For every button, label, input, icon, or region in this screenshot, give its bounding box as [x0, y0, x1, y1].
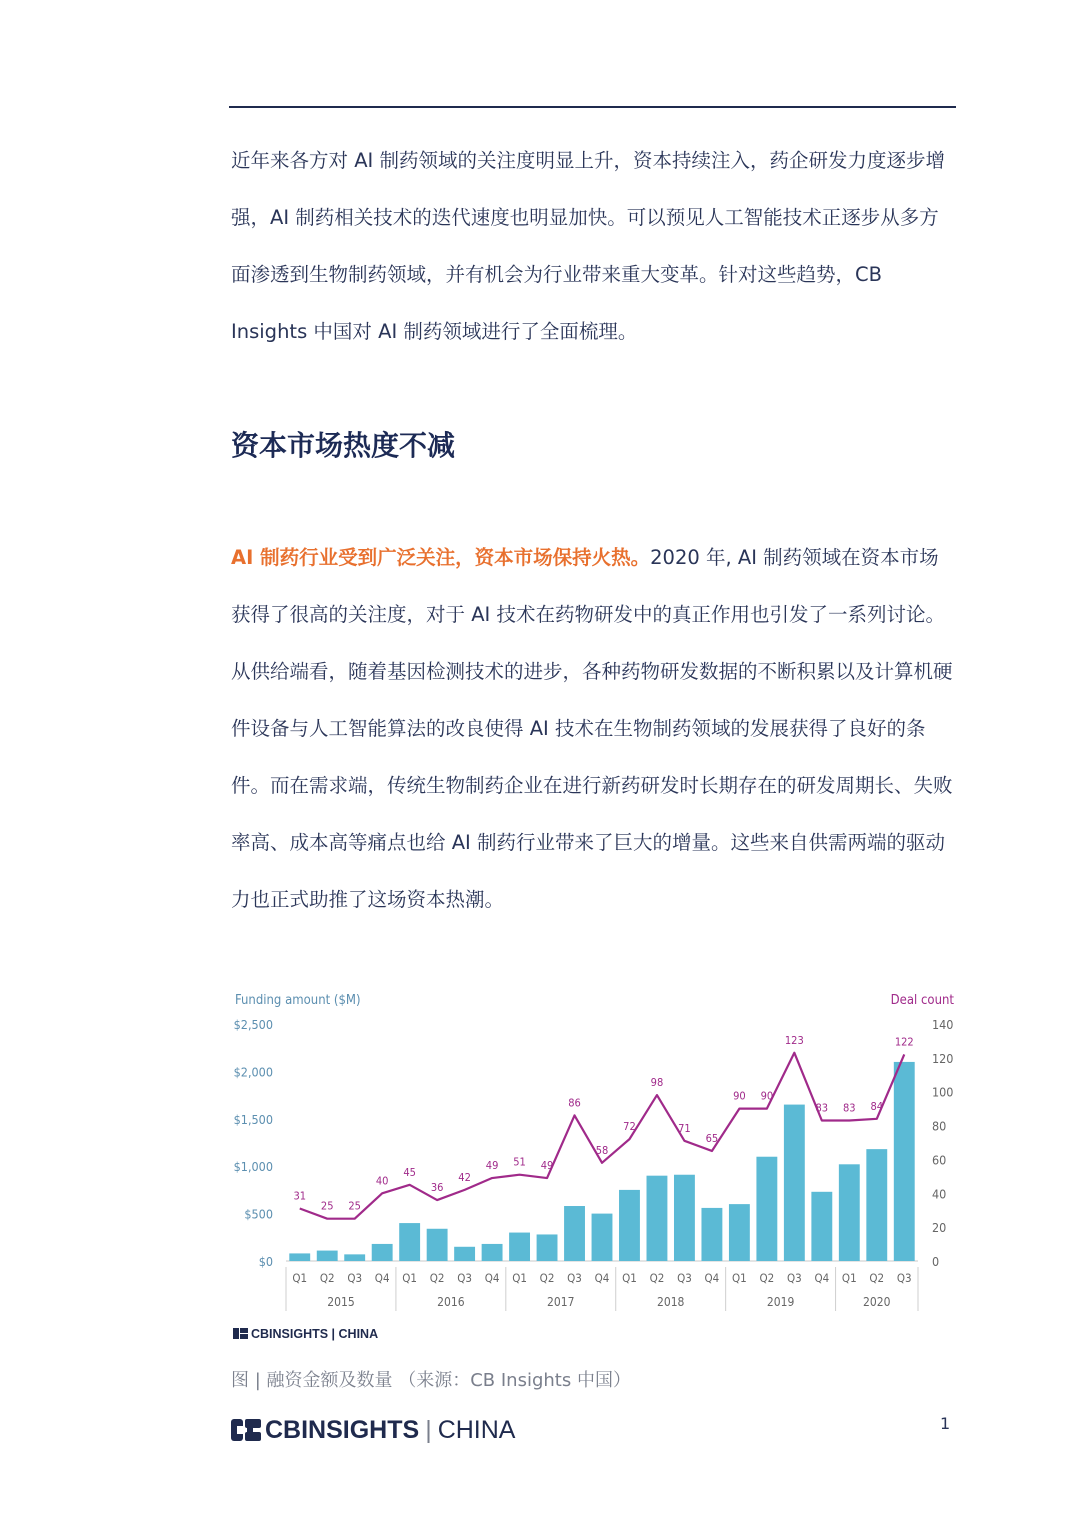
quarter-label: Q1	[512, 1271, 527, 1285]
section-paragraph	[231, 529, 956, 928]
logo-text-cbinsights: CBINSIGHTS	[265, 1415, 420, 1444]
funding-bar	[564, 1206, 585, 1261]
year-label: 2018	[656, 1295, 685, 1309]
funding-bar	[811, 1192, 832, 1261]
chart-logo-mark	[233, 1328, 239, 1339]
funding-bar	[784, 1105, 805, 1261]
deal-count-label: 36	[430, 1181, 444, 1195]
quarter-label: Q1	[622, 1271, 637, 1285]
quarter-label: Q1	[402, 1271, 418, 1285]
deal-count-label: 49	[485, 1159, 499, 1173]
right-tick-label: 40	[932, 1186, 947, 1202]
funding-bar	[454, 1247, 475, 1261]
deal-count-label: 65	[705, 1131, 719, 1145]
quarter-label: Q1	[292, 1271, 308, 1285]
right-tick-label: 80	[932, 1118, 947, 1134]
right-tick-label: 100	[932, 1084, 954, 1100]
quarter-label: Q3	[457, 1271, 472, 1285]
quarter-label: Q2	[429, 1271, 445, 1285]
figure-caption: 图 | 融资金额及数量 （来源：CB Insights 中国）	[231, 1370, 631, 1391]
quarter-label: Q3	[677, 1271, 692, 1285]
funding-bar	[866, 1149, 887, 1261]
deal-count-label: 31	[293, 1189, 307, 1203]
deal-count-label: 25	[320, 1199, 334, 1213]
deal-count-label: 25	[348, 1199, 361, 1213]
year-label: 2015	[327, 1295, 355, 1309]
section-heading: 资本市场热度不减	[231, 429, 456, 462]
left-tick-label: $1,500	[233, 1111, 273, 1127]
deal-count-label: 98	[650, 1076, 664, 1090]
quarter-label: Q4	[704, 1271, 720, 1285]
quarter-label: Q4	[594, 1271, 610, 1285]
deal-count-label: 83	[843, 1101, 856, 1115]
deal-count-label: 51	[513, 1155, 526, 1169]
logo-text-china: CHINA	[437, 1415, 516, 1444]
deal-count-label: 84	[870, 1099, 884, 1113]
funding-bar	[839, 1164, 860, 1261]
deal-count-label: 90	[760, 1089, 774, 1103]
quarter-label: Q4	[814, 1271, 830, 1285]
deal-count-label: 45	[403, 1165, 416, 1179]
quarter-label: Q2	[539, 1271, 555, 1285]
deal-count-label: 86	[568, 1096, 581, 1110]
funding-bar	[756, 1157, 777, 1261]
deal-count-label: 42	[458, 1170, 471, 1184]
highlight-text: AI 制药行业受到广泛关注，资本市场保持火热。	[231, 546, 651, 569]
funding-bar	[399, 1223, 420, 1261]
funding-bar	[674, 1175, 695, 1261]
section-body-text: 2020 年, AI 制药领域在资本市场获得了很高的关注度，对于 AI 技术在药物研发中的真正作用也引发了一系列讨论。从供给端看，随着基因检测技术的进步，各种药物研发数据的不断积累以及计算机硬件设备与人工智能算法的改良使得 AI 技术在生物制药领域的发展获得了良好的条件。而在需求端，传统生物制药企业在进行新药研发时长期存在的研发周期长、失败率高、成本高等痛点也给 AI 制药行业带来了巨大的增量。这些来自供需两端的驱动力也正式助推了这场资本热潮。	[231, 546, 953, 911]
left-tick-label: $500	[244, 1206, 273, 1222]
chart-logo-text: CBINSIGHTS | CHINA	[251, 1327, 379, 1341]
right-tick-label: 0	[932, 1254, 940, 1269]
chart-logo-mark	[240, 1328, 248, 1333]
left-tick-label: $0	[258, 1254, 273, 1269]
left-tick-label: $1,000	[233, 1159, 273, 1175]
year-label: 2016	[437, 1295, 465, 1309]
year-label: 2020	[863, 1295, 891, 1309]
quarter-label: Q4	[374, 1271, 390, 1285]
right-axis-title: Deal count	[890, 993, 954, 1008]
funding-bar	[592, 1214, 613, 1261]
deal-count-label: 122	[894, 1035, 914, 1049]
left-tick-label: $2,000	[233, 1064, 273, 1080]
quarter-label: Q1	[732, 1271, 747, 1285]
funding-bar	[372, 1244, 393, 1261]
funding-bar	[344, 1254, 365, 1261]
funding-bar	[701, 1208, 722, 1261]
funding-bar	[317, 1251, 338, 1261]
cbinsights-logo-icon	[231, 1419, 261, 1441]
footer-logo	[231, 1412, 515, 1448]
deal-count-label: 83	[815, 1101, 829, 1115]
deal-count-label: 71	[678, 1121, 691, 1135]
left-tick-label: $2,500	[233, 1017, 273, 1032]
left-axis-title: Funding amount ($M)	[235, 993, 361, 1008]
quarter-label: Q3	[896, 1271, 912, 1285]
logo-separator: |	[425, 1415, 432, 1444]
page-number: 1	[940, 1414, 951, 1433]
year-label: 2019	[766, 1295, 795, 1309]
right-tick-label: 20	[932, 1220, 947, 1236]
deal-count-label: 90	[733, 1089, 746, 1103]
funding-bar	[537, 1234, 558, 1261]
funding-bar	[482, 1244, 503, 1261]
deal-count-label: 72	[623, 1120, 636, 1134]
year-label: 2017	[547, 1295, 575, 1309]
funding-bar	[289, 1253, 310, 1261]
funding-bar	[509, 1233, 530, 1261]
deal-count-label: 58	[595, 1143, 609, 1157]
quarter-label: Q3	[347, 1271, 363, 1285]
quarter-label: Q2	[759, 1271, 775, 1285]
quarter-label: Q2	[869, 1271, 885, 1285]
chart-logo-mark	[240, 1334, 248, 1339]
top-rule	[229, 106, 956, 108]
deal-count-label: 123	[784, 1033, 804, 1047]
funding-bar	[427, 1229, 448, 1261]
deal-count-label: 49	[540, 1159, 554, 1173]
quarter-label: Q2	[319, 1271, 335, 1285]
right-tick-label: 120	[932, 1050, 954, 1066]
intro-paragraph: 近年来各方对 AI 制药领域的关注度明显上升，资本持续注入，药企研发力度逐步增强，AI 制药相关技术的迭代速度也明显加快。可以预见人工智能技术正逐步从多方面渗透到生物制药领域，并有机会为行业带来重大变革。针对这些趋势，CB Insights 中国对 AI 制药领域进行了全面梳理。	[231, 149, 945, 343]
quarter-label: Q3	[567, 1271, 582, 1285]
quarter-label: Q1	[841, 1271, 857, 1285]
funding-bar	[894, 1062, 915, 1261]
right-tick-label: 60	[932, 1152, 947, 1168]
funding-bar	[619, 1190, 640, 1261]
right-tick-label: 140	[932, 1017, 954, 1032]
funding-bar	[729, 1204, 750, 1261]
quarter-label: Q3	[786, 1271, 802, 1285]
funding-deal-chart	[228, 980, 960, 1350]
quarter-label: Q2	[649, 1271, 665, 1285]
quarter-label: Q4	[484, 1271, 500, 1285]
deal-count-label: 40	[375, 1174, 389, 1188]
funding-bar	[647, 1176, 668, 1261]
